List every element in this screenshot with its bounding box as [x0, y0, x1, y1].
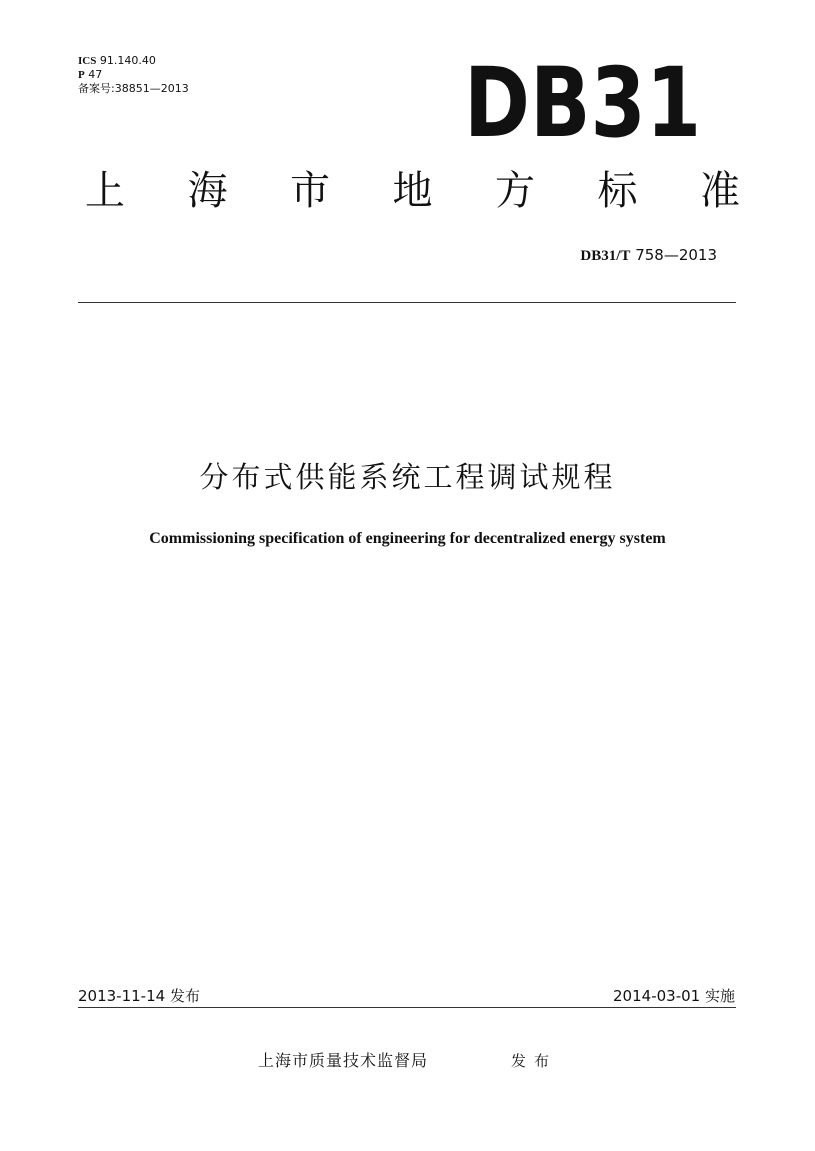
- publisher-action: 发布: [511, 1052, 558, 1070]
- category-value: 47: [88, 68, 103, 81]
- document-title-english: Commissioning specification of engineering for decentralized energy system: [149, 530, 666, 547]
- bottom-divider: [78, 1007, 736, 1008]
- top-divider: [78, 302, 736, 303]
- record-value: :38851—2013: [111, 82, 189, 95]
- standard-type-char: 市: [290, 168, 330, 214]
- category-line: [78, 68, 189, 82]
- standard-code-prefix: DB31/T: [580, 248, 631, 264]
- publisher-name: 上海市质量技术监督局: [258, 1051, 429, 1070]
- document-title-chinese: 分布式供能系统工程调试规程: [199, 460, 616, 494]
- db31-logo: DB31: [464, 47, 702, 159]
- issue-date-line: [78, 985, 200, 1006]
- standard-type-char: 上: [85, 168, 125, 214]
- category-label: P: [78, 69, 85, 81]
- ics-line: [78, 54, 189, 68]
- record-line: [78, 82, 189, 95]
- standard-type-char: 海: [187, 168, 228, 214]
- implementation-label: 实施: [704, 987, 735, 1005]
- implementation-date: 2014-03-01: [613, 987, 701, 1005]
- standard-type-title: [85, 166, 740, 216]
- standard-type-char: 标: [597, 168, 638, 214]
- standard-code: [580, 246, 717, 265]
- metadata-block: [78, 54, 189, 95]
- implementation-date-line: [613, 985, 735, 1006]
- issue-date: 2013-11-14: [78, 987, 166, 1005]
- standard-code-number: 758—2013: [635, 246, 717, 264]
- record-label: 备案号: [78, 82, 111, 95]
- standard-type-char: 准: [700, 168, 740, 214]
- standard-type-char: 方: [495, 168, 535, 214]
- issue-label: 发布: [169, 987, 200, 1005]
- standard-type-char: 地: [392, 168, 433, 214]
- ics-label: ICS: [78, 55, 97, 67]
- ics-value: 91.140.40: [99, 54, 156, 67]
